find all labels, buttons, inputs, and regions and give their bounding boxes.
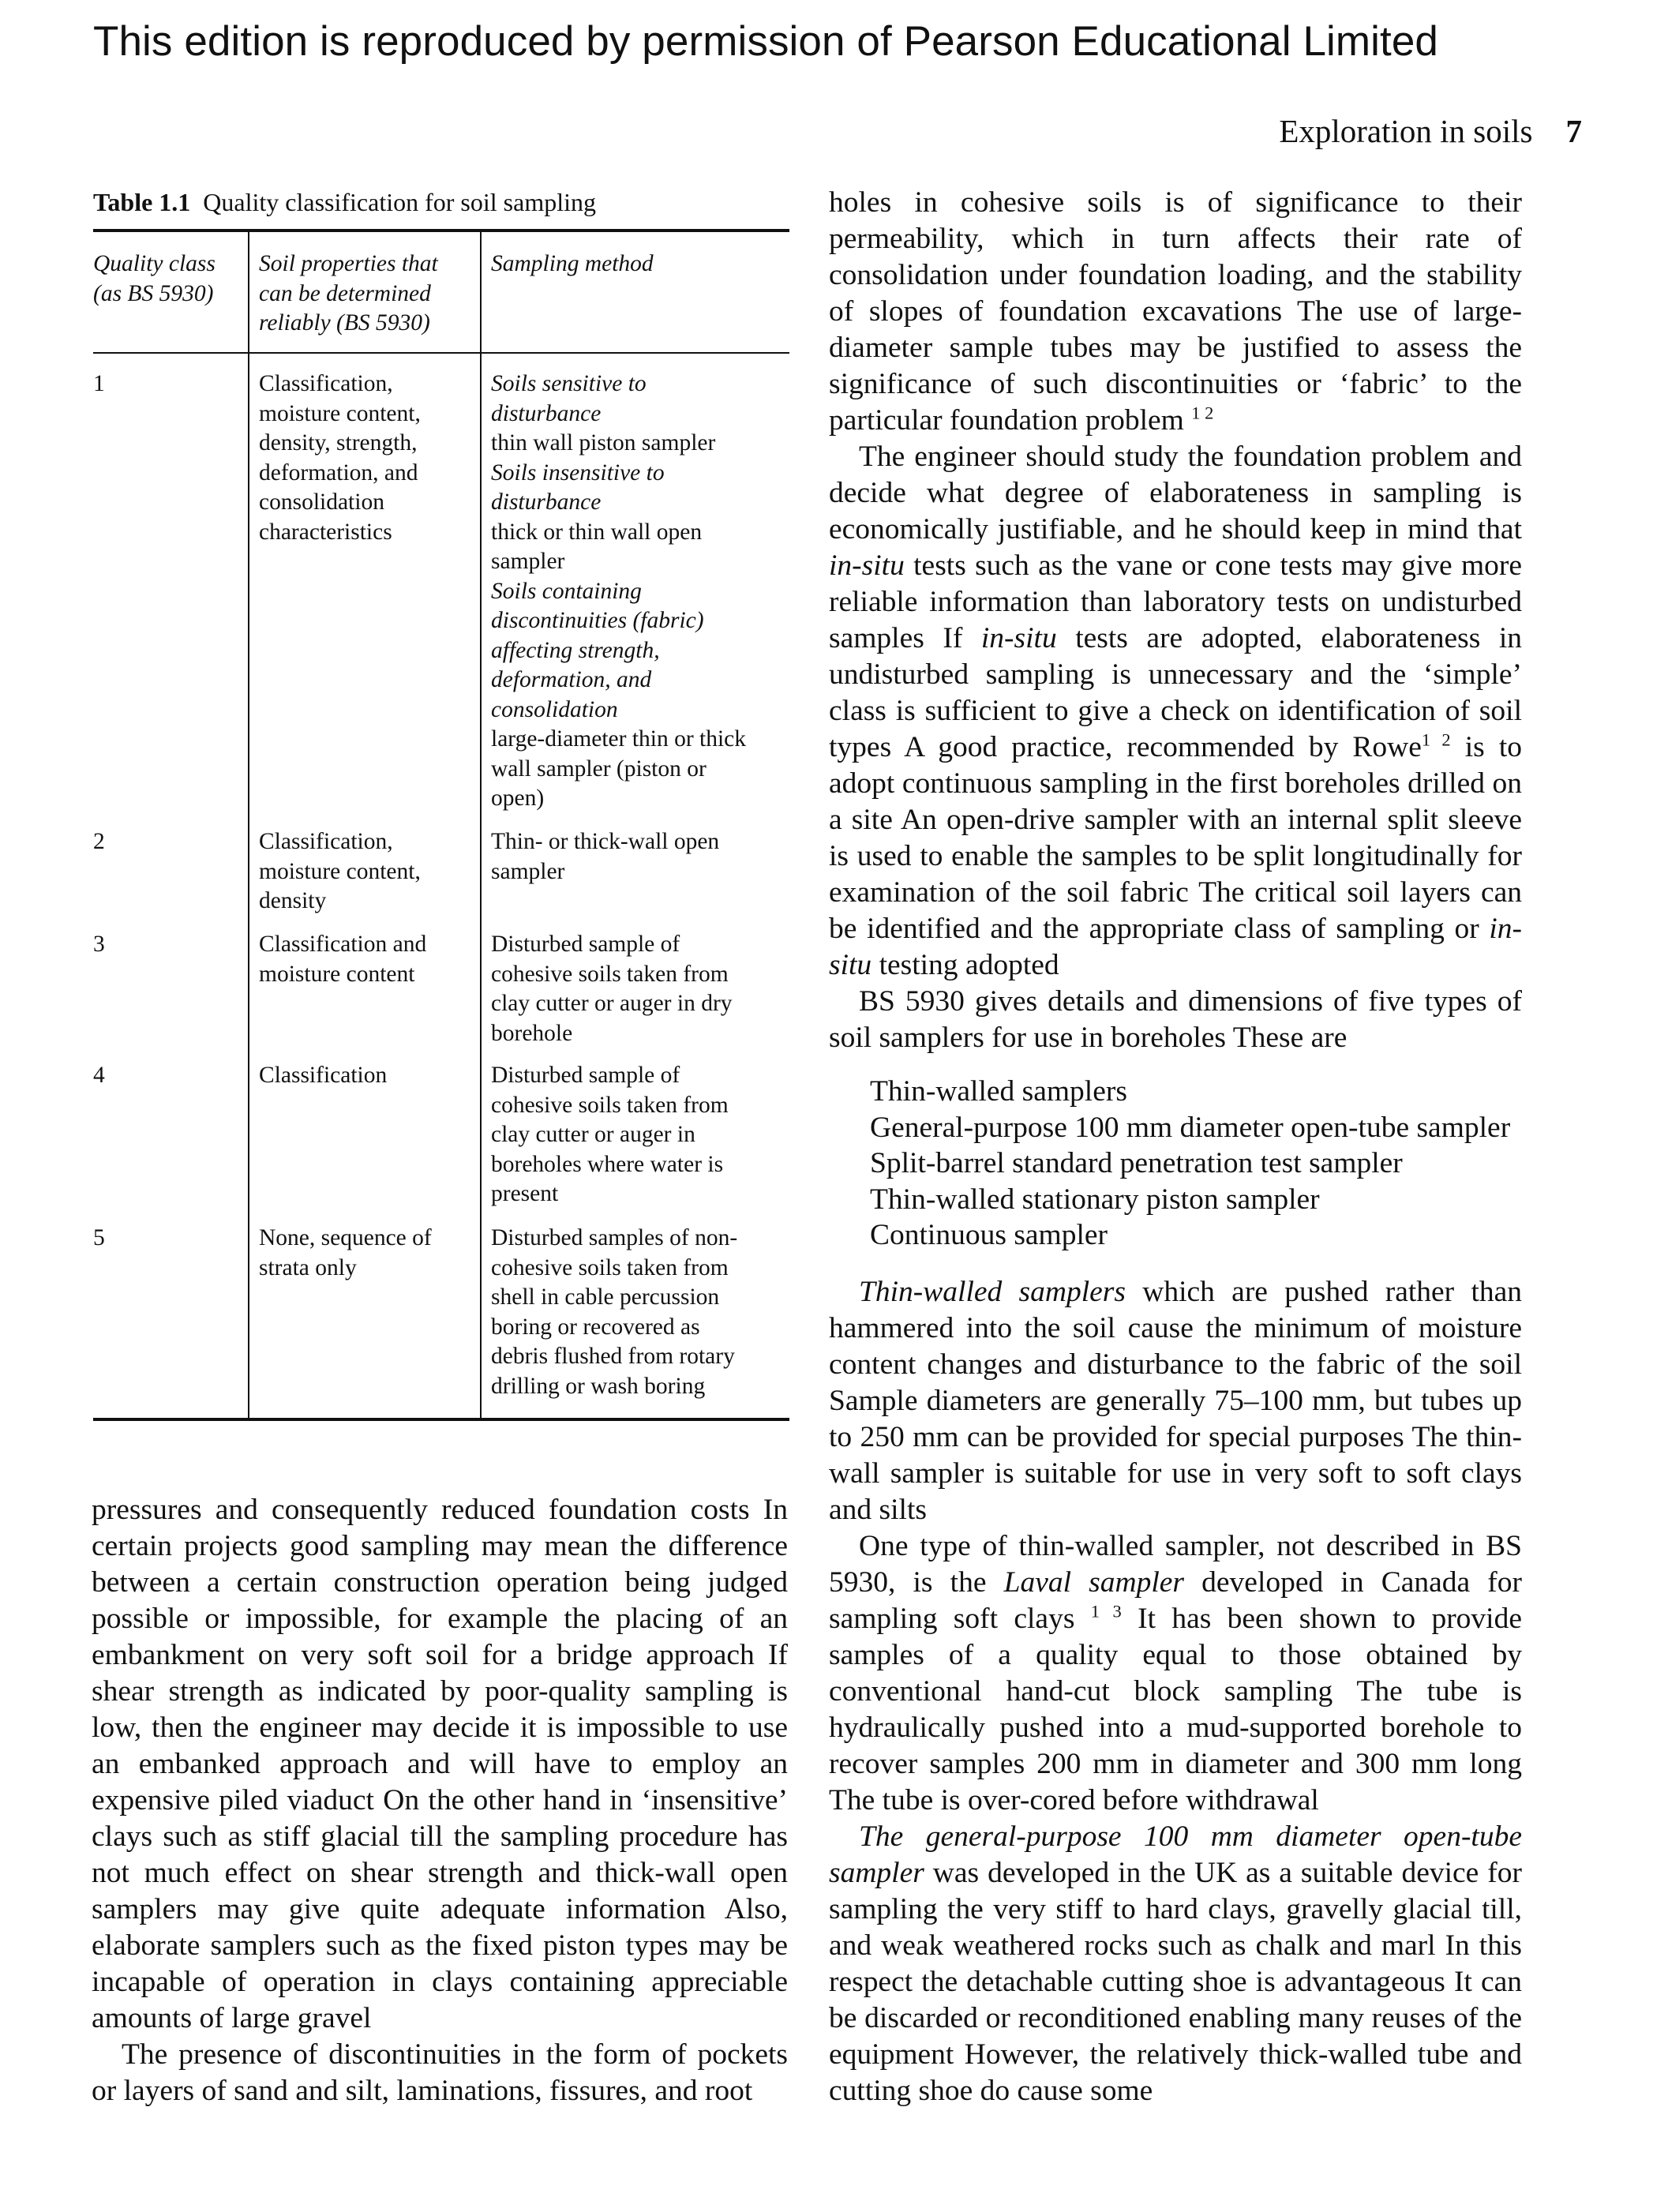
table-column-divider-1 [248, 231, 249, 1419]
emphasis: Thin-walled samplers [859, 1275, 1126, 1308]
paragraph: The presence of discontinuities in the form of pockets or layers of sand and silt, laminations, fissures, and root [92, 2038, 788, 2107]
cell-line: shell in cable percussion [491, 1284, 720, 1310]
left-column [92, 1492, 788, 2109]
row-3-properties [259, 930, 478, 989]
table-label: Table 1.1 [93, 188, 191, 216]
cell-line: consolidation [491, 696, 618, 722]
header-quality-class [93, 249, 243, 309]
emphasis: in-situ [829, 913, 1523, 981]
cell-line: Classification [259, 1063, 388, 1088]
citation: 1 3 [1090, 1601, 1122, 1621]
paragraph [829, 1819, 1522, 2109]
cell-line: cohesive soils taken from [491, 1092, 729, 1118]
text: It has been shown to provide samples of a quality equal to those obtained by conventional hand-cut block sampling The tube is hydraulically pushed into a mud-supported borehole to recover samples 200 mm in diameter and 300 mm long The tube is over-cored before withdrawal [829, 1602, 1522, 1816]
cell-line: wall sampler (piston or [491, 755, 707, 782]
text: The engineer should study the foundation problem and decide what degree of elaborateness in sampling is economically justifiable, and he should keep in mind that [829, 441, 1522, 546]
text: was developed in the UK as a suitable device for sampling the very stiff to hard clays, gravelly glacial till, and weak weathered rocks such as chalk and marl In this respect the detachable cutting shoe is advantageous It can be discarded or reconditioned enabling many reuses of the equipment However, the relatively thick-walled tube and cutting shoe do cause some [829, 1856, 1522, 2107]
list-item: General-purpose 100 mm diameter open-tube sampler [870, 1111, 1511, 1144]
cell-line: characteristics [259, 519, 392, 545]
cell-line: deformation, and [491, 667, 652, 692]
row-1-class: 1 [93, 371, 105, 396]
sampler-list [870, 1074, 1522, 1254]
cell-line: boreholes where water is [491, 1151, 724, 1177]
row-2-method [491, 827, 785, 887]
header-sampling-method: Sampling method [491, 251, 654, 276]
row-4-method [491, 1061, 785, 1209]
cell-line: large-diameter thin or thick [491, 726, 747, 752]
header-line: reliably (BS 5930) [259, 310, 430, 336]
cell-line: present [491, 1181, 559, 1206]
cell-line: borehole [491, 1020, 573, 1046]
list-item: Continuous sampler [870, 1219, 1108, 1251]
cell-line: Classification and [259, 932, 427, 957]
row-1-method [491, 369, 785, 814]
cell-line: disturbance [491, 489, 602, 515]
cell-line: debris flushed from rotary [491, 1344, 735, 1369]
paragraph [829, 1274, 1522, 1528]
cell-line: consolidation [259, 489, 384, 515]
cell-line: density [259, 888, 327, 913]
cell-line: Soils sensitive to [491, 371, 647, 396]
row-2-properties [259, 827, 478, 917]
page-number: 7 [1565, 113, 1582, 149]
table-column-divider-2 [480, 231, 482, 1419]
paragraph [829, 1528, 1522, 1819]
text: testing adopted [879, 949, 1059, 981]
emphasis: Laval sampler [1003, 1565, 1185, 1599]
row-3-class: 3 [93, 932, 105, 957]
header-line: can be determined [259, 280, 431, 306]
cell-line: thick or thin wall open [491, 519, 703, 545]
text: which are pushed rather than hammered into the soil cause the minimum of moisture content changes and disturbance to the fabric of the soil Sample diameters are generally 75–100 mm, but tubes up to 250 mm can be provided for special purposes The thin-wall sampler is suitable for use in very soft to soft clays and silts [829, 1275, 1523, 1526]
cell-line: cohesive soils taken from [491, 961, 729, 987]
cell-line: deformation, and [259, 459, 418, 486]
header-line: Quality class [93, 251, 216, 276]
right-column [829, 185, 1522, 2109]
cell-line: disturbance [491, 400, 602, 426]
permission-banner: This edition is reproduced by permission of Pearson Educational Limited [93, 18, 1439, 65]
text: holes in cohesive soils is of significance to their permeability, which in turn affects their rate of consolidation under foundation loading, and the stability of slopes of foundation excavations The use of large-diameter sample tubes may be justified to assess the significance of such discontinuities or ‘fabric’ to the particular foundation problem [829, 186, 1522, 437]
row-2-class: 2 [93, 829, 105, 854]
row-3-method [491, 930, 785, 1048]
row-5-properties [259, 1224, 478, 1283]
list-item: Thin-walled stationary piston sampler [870, 1183, 1320, 1216]
row-4-class: 4 [93, 1063, 105, 1088]
row-5-class: 5 [93, 1225, 105, 1250]
cell-line: moisture content, [259, 400, 421, 426]
text: is to adopt continuous sampling in the first boreholes drilled on a site An open-drive sampler with an internal split sleeve is used to enable the samples to be split longitudinally for examination of the soil fabric The critical soil layers can be identified and the appropriate class of sampling or [829, 731, 1522, 945]
cell-line: Soils insensitive to [491, 459, 665, 486]
cell-line: Disturbed sample of [491, 932, 680, 957]
table-header-rule [93, 352, 789, 354]
emphasis: The general-purpose 100 mm diameter open-tube sampler [829, 1820, 1522, 1889]
text: developed in Canada for sampling soft clays [829, 1565, 1523, 1635]
cell-line: moisture content, [259, 858, 421, 884]
header-line: Soil properties that [259, 251, 438, 276]
header-soil-properties [259, 249, 478, 339]
cell-line: Disturbed samples of non- [491, 1225, 738, 1250]
cell-line: strata only [259, 1254, 357, 1280]
header-line: (as BS 5930) [93, 280, 214, 306]
cell-line: drilling or wash boring [491, 1373, 706, 1399]
cell-line: None, sequence of [259, 1225, 432, 1250]
citation: 1 2 [1191, 403, 1214, 423]
text: tests such as the vane or cone tests may give more reliable information than laboratory tests on undisturbed samples If [829, 549, 1522, 654]
cell-line: moisture content [259, 961, 415, 987]
table-caption [93, 188, 788, 217]
cell-line: density, strength, [259, 430, 418, 456]
cell-line: thin wall piston sampler [491, 430, 716, 456]
paragraph: BS 5930 gives details and dimensions of five types of soil samplers for use in boreholes These are [829, 985, 1522, 1054]
cell-line: Thin- or thick-wall open [491, 829, 720, 854]
cell-line: open) [491, 785, 545, 811]
cell-line: Classification, [259, 829, 393, 854]
cell-line: discontinuities (fabric) [491, 608, 704, 633]
row-4-properties [259, 1061, 478, 1091]
running-head-title: Exploration in soils [1279, 113, 1533, 149]
cell-line: Disturbed sample of [491, 1063, 680, 1088]
cell-line: sampler [491, 549, 565, 574]
table-bottom-rule [93, 1418, 789, 1421]
cell-line: Classification, [259, 371, 393, 396]
cell-line: Soils containing [491, 578, 642, 604]
text: One type of thin-walled sampler, not described in BS 5930, is the [829, 1529, 1522, 1599]
citation: 1 2 [1421, 729, 1451, 750]
cell-line: sampler [491, 858, 565, 884]
list-item: Split-barrel standard penetration test sampler [870, 1147, 1403, 1179]
table-caption-text: Quality classification for soil sampling [203, 188, 596, 216]
cell-line: boring or recovered as [491, 1314, 700, 1340]
list-item: Thin-walled samplers [870, 1075, 1127, 1108]
cell-line: affecting strength, [491, 637, 660, 663]
paragraph: pressures and consequently reduced foundation costs In certain projects good sampling may mean the difference between a certain construction operation being judged possible or impossible, for example the placing of an embankment on very soft soil for a bridge approach If shear strength as indicated by poor-quality sampling is low, then the engineer may decide it is impossible to use an embanked approach and will have to employ an expensive piled viaduct On the other hand in ‘insensitive’ clays such as stiff glacial till the sampling procedure has not much effect on shear strength and thick-wall open samplers may give quite adequate information Also, elaborate samplers such as the fixed piston types may be incapable of operation in clays containing appreciable amounts of large gravel [92, 1494, 788, 2034]
cell-line: clay cutter or auger in [491, 1122, 695, 1147]
emphasis: in-situ [829, 549, 905, 582]
row-5-method [491, 1224, 785, 1401]
running-head [1279, 112, 1582, 150]
emphasis: in-situ [980, 622, 1057, 654]
table-top-rule [93, 229, 789, 232]
row-1-properties [259, 369, 478, 547]
paragraph [829, 439, 1522, 984]
cell-line: cohesive soils taken from [491, 1254, 729, 1280]
cell-line: clay cutter or auger in dry [491, 991, 733, 1016]
paragraph [829, 185, 1522, 439]
text: tests are adopted, elaborateness in undisturbed sampling is unnecessary and the ‘simple’ class is sufficient to give a check on identification of soil types A good practice, recommended by Rowe [829, 622, 1523, 763]
